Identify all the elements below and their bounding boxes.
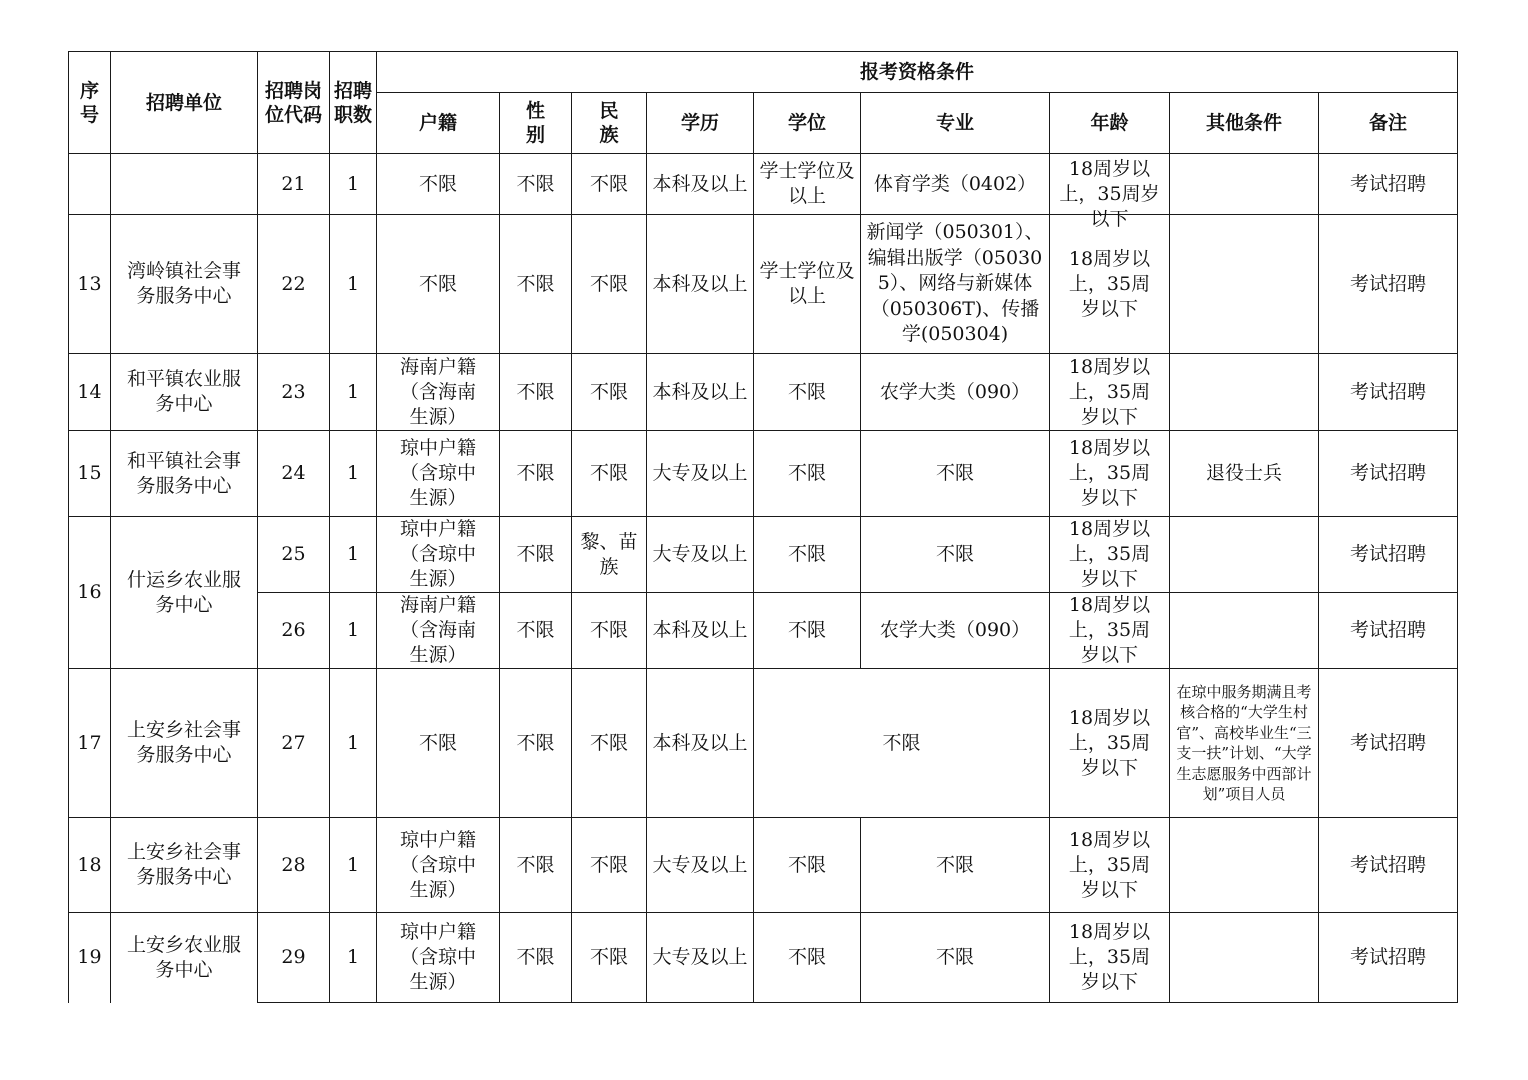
cell-gender: 不限 — [500, 215, 572, 354]
header-other: 其他条件 — [1170, 93, 1319, 154]
cell-education: 本科及以上 — [647, 593, 754, 669]
header-ethnicity: 民族 — [572, 93, 647, 154]
cell-seq: 17 — [69, 669, 111, 818]
cell-age — [1050, 154, 1170, 230]
cell-other — [1170, 913, 1319, 1003]
cell-huji: 不限 — [377, 154, 500, 215]
cell-degree: 不限 — [754, 517, 861, 593]
cell-age-text: 18周岁以上，35周岁以下 — [1059, 158, 1160, 230]
cell-seq: 14 — [69, 354, 111, 431]
cell-ethnicity: 不限 — [572, 593, 647, 669]
table-row — [69, 215, 1458, 354]
cell-code: 29 — [258, 913, 330, 1003]
cell-gender: 不限 — [500, 913, 572, 1003]
cell-remark: 考试招聘 — [1319, 818, 1458, 913]
cell-huji: 不限 — [377, 669, 500, 818]
cell-seq — [69, 154, 111, 215]
cell-major: 不限 — [861, 431, 1050, 517]
cell-education: 大专及以上 — [647, 517, 754, 593]
cell-age: 18周岁以上，35周岁以下 — [1050, 818, 1170, 913]
cell-degree: 不限 — [754, 354, 861, 431]
header-unit: 招聘单位 — [111, 52, 258, 154]
cell-gender: 不限 — [500, 818, 572, 913]
cell-education: 本科及以上 — [647, 354, 754, 431]
cell-count: 1 — [330, 215, 377, 354]
cell-other — [1170, 818, 1319, 913]
cell-age: 18周岁以上，35周岁以下 — [1050, 669, 1170, 818]
cell-age: 18周岁以上，35周岁以下 — [1050, 215, 1170, 354]
cell-gender: 不限 — [500, 354, 572, 431]
cell-gender: 不限 — [500, 431, 572, 517]
cell-other — [1170, 154, 1319, 215]
cell-other — [1170, 215, 1319, 354]
table-row — [69, 818, 1458, 913]
cell-code: 28 — [258, 818, 330, 913]
cell-count: 1 — [330, 669, 377, 818]
cell-unit: 什运乡农业服务中心 — [111, 517, 258, 669]
table-row — [69, 913, 1458, 1003]
cell-degree: 不限 — [754, 818, 861, 913]
cell-remark: 考试招聘 — [1319, 669, 1458, 818]
cell-count: 1 — [330, 154, 377, 215]
cell-huji: 琼中户籍（含琼中生源） — [377, 818, 500, 913]
cell-code: 21 — [258, 154, 330, 215]
cell-count: 1 — [330, 593, 377, 669]
table-row — [69, 517, 1458, 593]
cell-age: 18周岁以上，35周岁以下 — [1050, 354, 1170, 431]
cell-major: 不限 — [861, 517, 1050, 593]
cell-remark: 考试招聘 — [1319, 431, 1458, 517]
cell-count: 1 — [330, 517, 377, 593]
cell-huji: 琼中户籍（含琼中生源） — [377, 913, 500, 1003]
cell-huji: 不限 — [377, 215, 500, 354]
cell-huji: 琼中户籍（含琼中生源） — [377, 431, 500, 517]
cell-remark: 考试招聘 — [1319, 517, 1458, 593]
cell-unit: 湾岭镇社会事务服务中心 — [111, 215, 258, 354]
cell-other — [1170, 593, 1319, 669]
cell-huji: 琼中户籍（含琼中生源） — [377, 517, 500, 593]
cell-other: 在琼中服务期满且考核合格的“大学生村官”、高校毕业生“三支一扶”计划、“大学生志愿服务中西部计划”项目人员 — [1170, 669, 1319, 818]
header-seq: 序号 — [69, 52, 111, 154]
cell-major: 体育学类（0402） — [861, 154, 1050, 215]
cell-degree: 学士学位及以上 — [754, 154, 861, 215]
cell-other — [1170, 354, 1319, 431]
cell-age: 18周岁以上，35周岁以下 — [1050, 517, 1170, 593]
cell-code: 25 — [258, 517, 330, 593]
cell-education: 本科及以上 — [647, 215, 754, 354]
cell-code: 22 — [258, 215, 330, 354]
cell-age: 18周岁以上，35周岁以下 — [1050, 913, 1170, 1003]
header-age: 年龄 — [1050, 93, 1170, 154]
header-count: 招聘职数 — [330, 52, 377, 154]
cell-education: 大专及以上 — [647, 431, 754, 517]
header-degree: 学位 — [754, 93, 861, 154]
cell-unit: 上安乡农业服务中心 — [111, 913, 258, 1003]
cell-huji: 海南户籍（含海南生源） — [377, 593, 500, 669]
cell-count: 1 — [330, 818, 377, 913]
cell-degree: 学士学位及以上 — [754, 215, 861, 354]
header-gender: 性别 — [500, 93, 572, 154]
cell-ethnicity: 黎、苗族 — [572, 517, 647, 593]
cell-degree: 不限 — [754, 593, 861, 669]
cell-degree-major — [754, 669, 1050, 818]
cell-degree: 不限 — [754, 913, 861, 1003]
table-row — [69, 431, 1458, 517]
header-education: 学历 — [647, 93, 754, 154]
cell-education: 大专及以上 — [647, 818, 754, 913]
cell-remark: 考试招聘 — [1319, 913, 1458, 1003]
cell-remark: 考试招聘 — [1319, 154, 1458, 215]
cell-ethnicity: 不限 — [572, 154, 647, 215]
cell-seq: 15 — [69, 431, 111, 517]
header-remark: 备注 — [1319, 93, 1458, 154]
cell-ethnicity: 不限 — [572, 431, 647, 517]
cell-other — [1170, 517, 1319, 593]
cell-seq: 18 — [69, 818, 111, 913]
cell-ethnicity: 不限 — [572, 215, 647, 354]
cell-major: 农学大类（090） — [861, 354, 1050, 431]
cell-code: 23 — [258, 354, 330, 431]
cell-code: 26 — [258, 593, 330, 669]
cell-major: 农学大类（090） — [861, 593, 1050, 669]
cell-major: 新闻学（050301）、编辑出版学（050305）、网络与新媒体（050306T)、传播学(050304) — [861, 215, 1050, 354]
cell-ethnicity: 不限 — [572, 354, 647, 431]
cell-gender: 不限 — [500, 593, 572, 669]
cell-unit: 和平镇社会事务服务中心 — [111, 431, 258, 517]
cell-ethnicity: 不限 — [572, 669, 647, 818]
cell-unit: 和平镇农业服务中心 — [111, 354, 258, 431]
cell-age: 18周岁以上，35周岁以下 — [1050, 593, 1170, 669]
cell-unit: 上安乡社会事务服务中心 — [111, 669, 258, 818]
cell-remark: 考试招聘 — [1319, 593, 1458, 669]
cell-seq: 16 — [69, 517, 111, 669]
cell-gender: 不限 — [500, 669, 572, 818]
cell-age: 18周岁以上，35周岁以下 — [1050, 431, 1170, 517]
table-row — [69, 593, 1458, 669]
cell-major: 不限 — [882, 731, 921, 754]
cell-education: 大专及以上 — [647, 913, 754, 1003]
cell-remark: 考试招聘 — [1319, 354, 1458, 431]
cell-gender: 不限 — [500, 154, 572, 215]
cell-education: 本科及以上 — [647, 669, 754, 818]
cell-seq: 19 — [69, 913, 111, 1003]
cell-seq: 13 — [69, 215, 111, 354]
cell-count: 1 — [330, 354, 377, 431]
cell-major: 不限 — [861, 913, 1050, 1003]
cell-count: 1 — [330, 913, 377, 1003]
cell-education: 本科及以上 — [647, 154, 754, 215]
cell-unit: 上安乡社会事务服务中心 — [111, 818, 258, 913]
cell-major: 不限 — [861, 818, 1050, 913]
cell-other: 退役士兵 — [1170, 431, 1319, 517]
table-row — [69, 354, 1458, 431]
cell-unit — [111, 154, 258, 215]
cell-ethnicity: 不限 — [572, 913, 647, 1003]
header-major: 专业 — [861, 93, 1050, 154]
recruitment-table — [68, 51, 1458, 1003]
cell-degree: 不限 — [754, 431, 861, 517]
cell-remark: 考试招聘 — [1319, 215, 1458, 354]
header-post-code: 招聘岗位代码 — [258, 52, 330, 154]
cell-gender: 不限 — [500, 517, 572, 593]
cell-count: 1 — [330, 431, 377, 517]
header-huji: 户籍 — [377, 93, 500, 154]
cell-huji: 海南户籍（含海南生源） — [377, 354, 500, 431]
cell-code: 24 — [258, 431, 330, 517]
header-qualification-group: 报考资格条件 — [377, 52, 1458, 93]
cell-code: 27 — [258, 669, 330, 818]
cell-ethnicity: 不限 — [572, 818, 647, 913]
table-row — [69, 669, 1458, 818]
table-row — [69, 154, 1458, 215]
